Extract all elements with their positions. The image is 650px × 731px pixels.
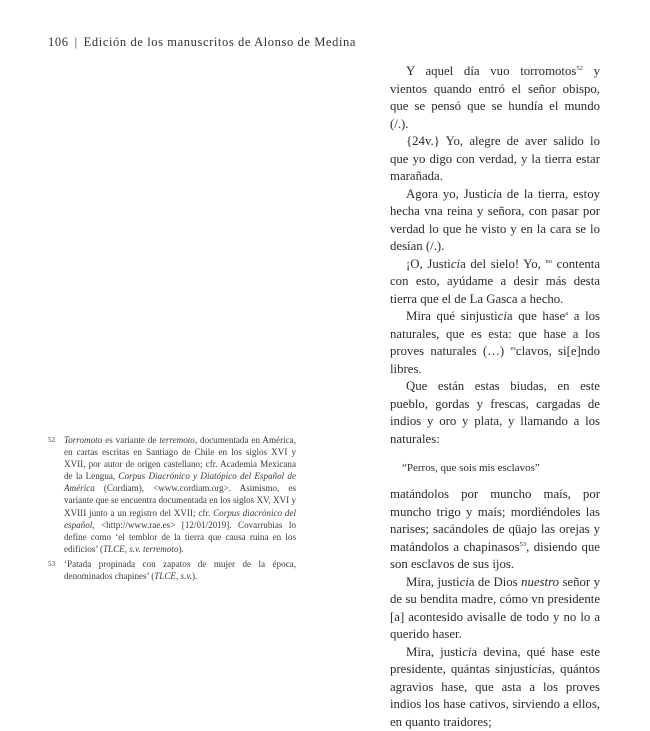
paragraph-9: Mira, justicia devina, qué hase este presidente, quántas sinjusticias, quántos agravios hase, que asta a los proves indios los hase cativos, sirviendo a ellos, en quanto traidores; — [390, 644, 600, 731]
paragraph-2: {24v.} Yo, alegre de aver salido lo que yo digo con verdad, y la tierra estar marañada. — [390, 133, 600, 186]
header-separator: | — [75, 35, 78, 49]
superscript-a: a — [565, 310, 568, 317]
footnotes — [48, 434, 296, 585]
paragraph-4: ¡O, Justicia del sielo! Yo, $^{no}$ contenta con esto, ayúdame a desir más desta tierra que el de La Gasca a hecho. — [390, 256, 600, 309]
footnote-number: 53 — [48, 558, 55, 570]
footnote-ref-53: 53 — [520, 541, 527, 548]
superscript-es: es — [510, 345, 515, 352]
block-quote: “Perros, que sois mis esclavos” — [402, 461, 600, 475]
page-number: 106 — [48, 35, 69, 49]
paragraph-3: Agora yo, Justicia de la tierra, estoy hecha vna reina y señora, con pasar por verdad lo que he visto y en la cara se lo desían (/.). — [390, 186, 600, 256]
superscript-no: no — [546, 258, 553, 265]
paragraph-6: Que están estas biudas, en este pueblo, gordas y frescas, cargadas de indios y oro y plata, y llamando a los naturales: — [390, 378, 600, 448]
footnote-ref-52: 52 — [576, 65, 583, 72]
running-title: Edición de los manuscritos de Alonso de Medina — [84, 35, 356, 49]
paragraph-5: Mira qué sinjusticia que hase$^a$ a los naturales, que es esta: que hase a los proves naturales (…) $^{es}$clavos, si[e]ndo libres. — [390, 308, 600, 378]
footnote-52: 52 Torromoto es variante de terremoto, documentada en América, en cartas escritas en Santiago de Chile en los siglos XVI y XVII, por autor de origen castellano; cfr. Academia Mexicana de la Lengua, Corpus Diacrónico y Diatópico del Español de América (Cordiam), <www.cordiam.org>. Asimismo, es variante que se encuentra documentada en los siglos XV, XVI y XVIII junto a un registro del XVII; cfr. Corpus diacrónico del español, <http://www.rae.es> [12/01/2019]. Covarrubias lo define como ‘el temblor de la tierra que causa ruina en los edificios’ (TLCE, s.v. terremoto). — [48, 434, 296, 555]
paragraph-8: Mira, justicia de Dios nuestro señor y de su bendita madre, cómo vn presidente [a] acontesido avisalle de todo y no lo a querido haser. — [390, 574, 600, 644]
running-header — [48, 35, 356, 50]
paragraph-1: Y aquel día vuo torromotos$^{52}$ y vientos quando entró el señor obispo, que se pensó que se hundía el mundo (/.). — [390, 63, 600, 133]
footnote-53: 53 ‘Patada propinada con zapatos de mujer de la época, denominados chapines’ (TLCE, s.v.). — [48, 558, 296, 582]
footnote-number: 52 — [48, 434, 55, 446]
main-text-column — [390, 63, 600, 731]
paragraph-7: matándolos por muncho maís, por muncho trigo y maís; mordiéndoles las narises; sacándoles de qüajo las orejas y matándolos a chapinasos$^{53}$, disiendo que son esclavos de sus ijos. — [390, 486, 600, 574]
